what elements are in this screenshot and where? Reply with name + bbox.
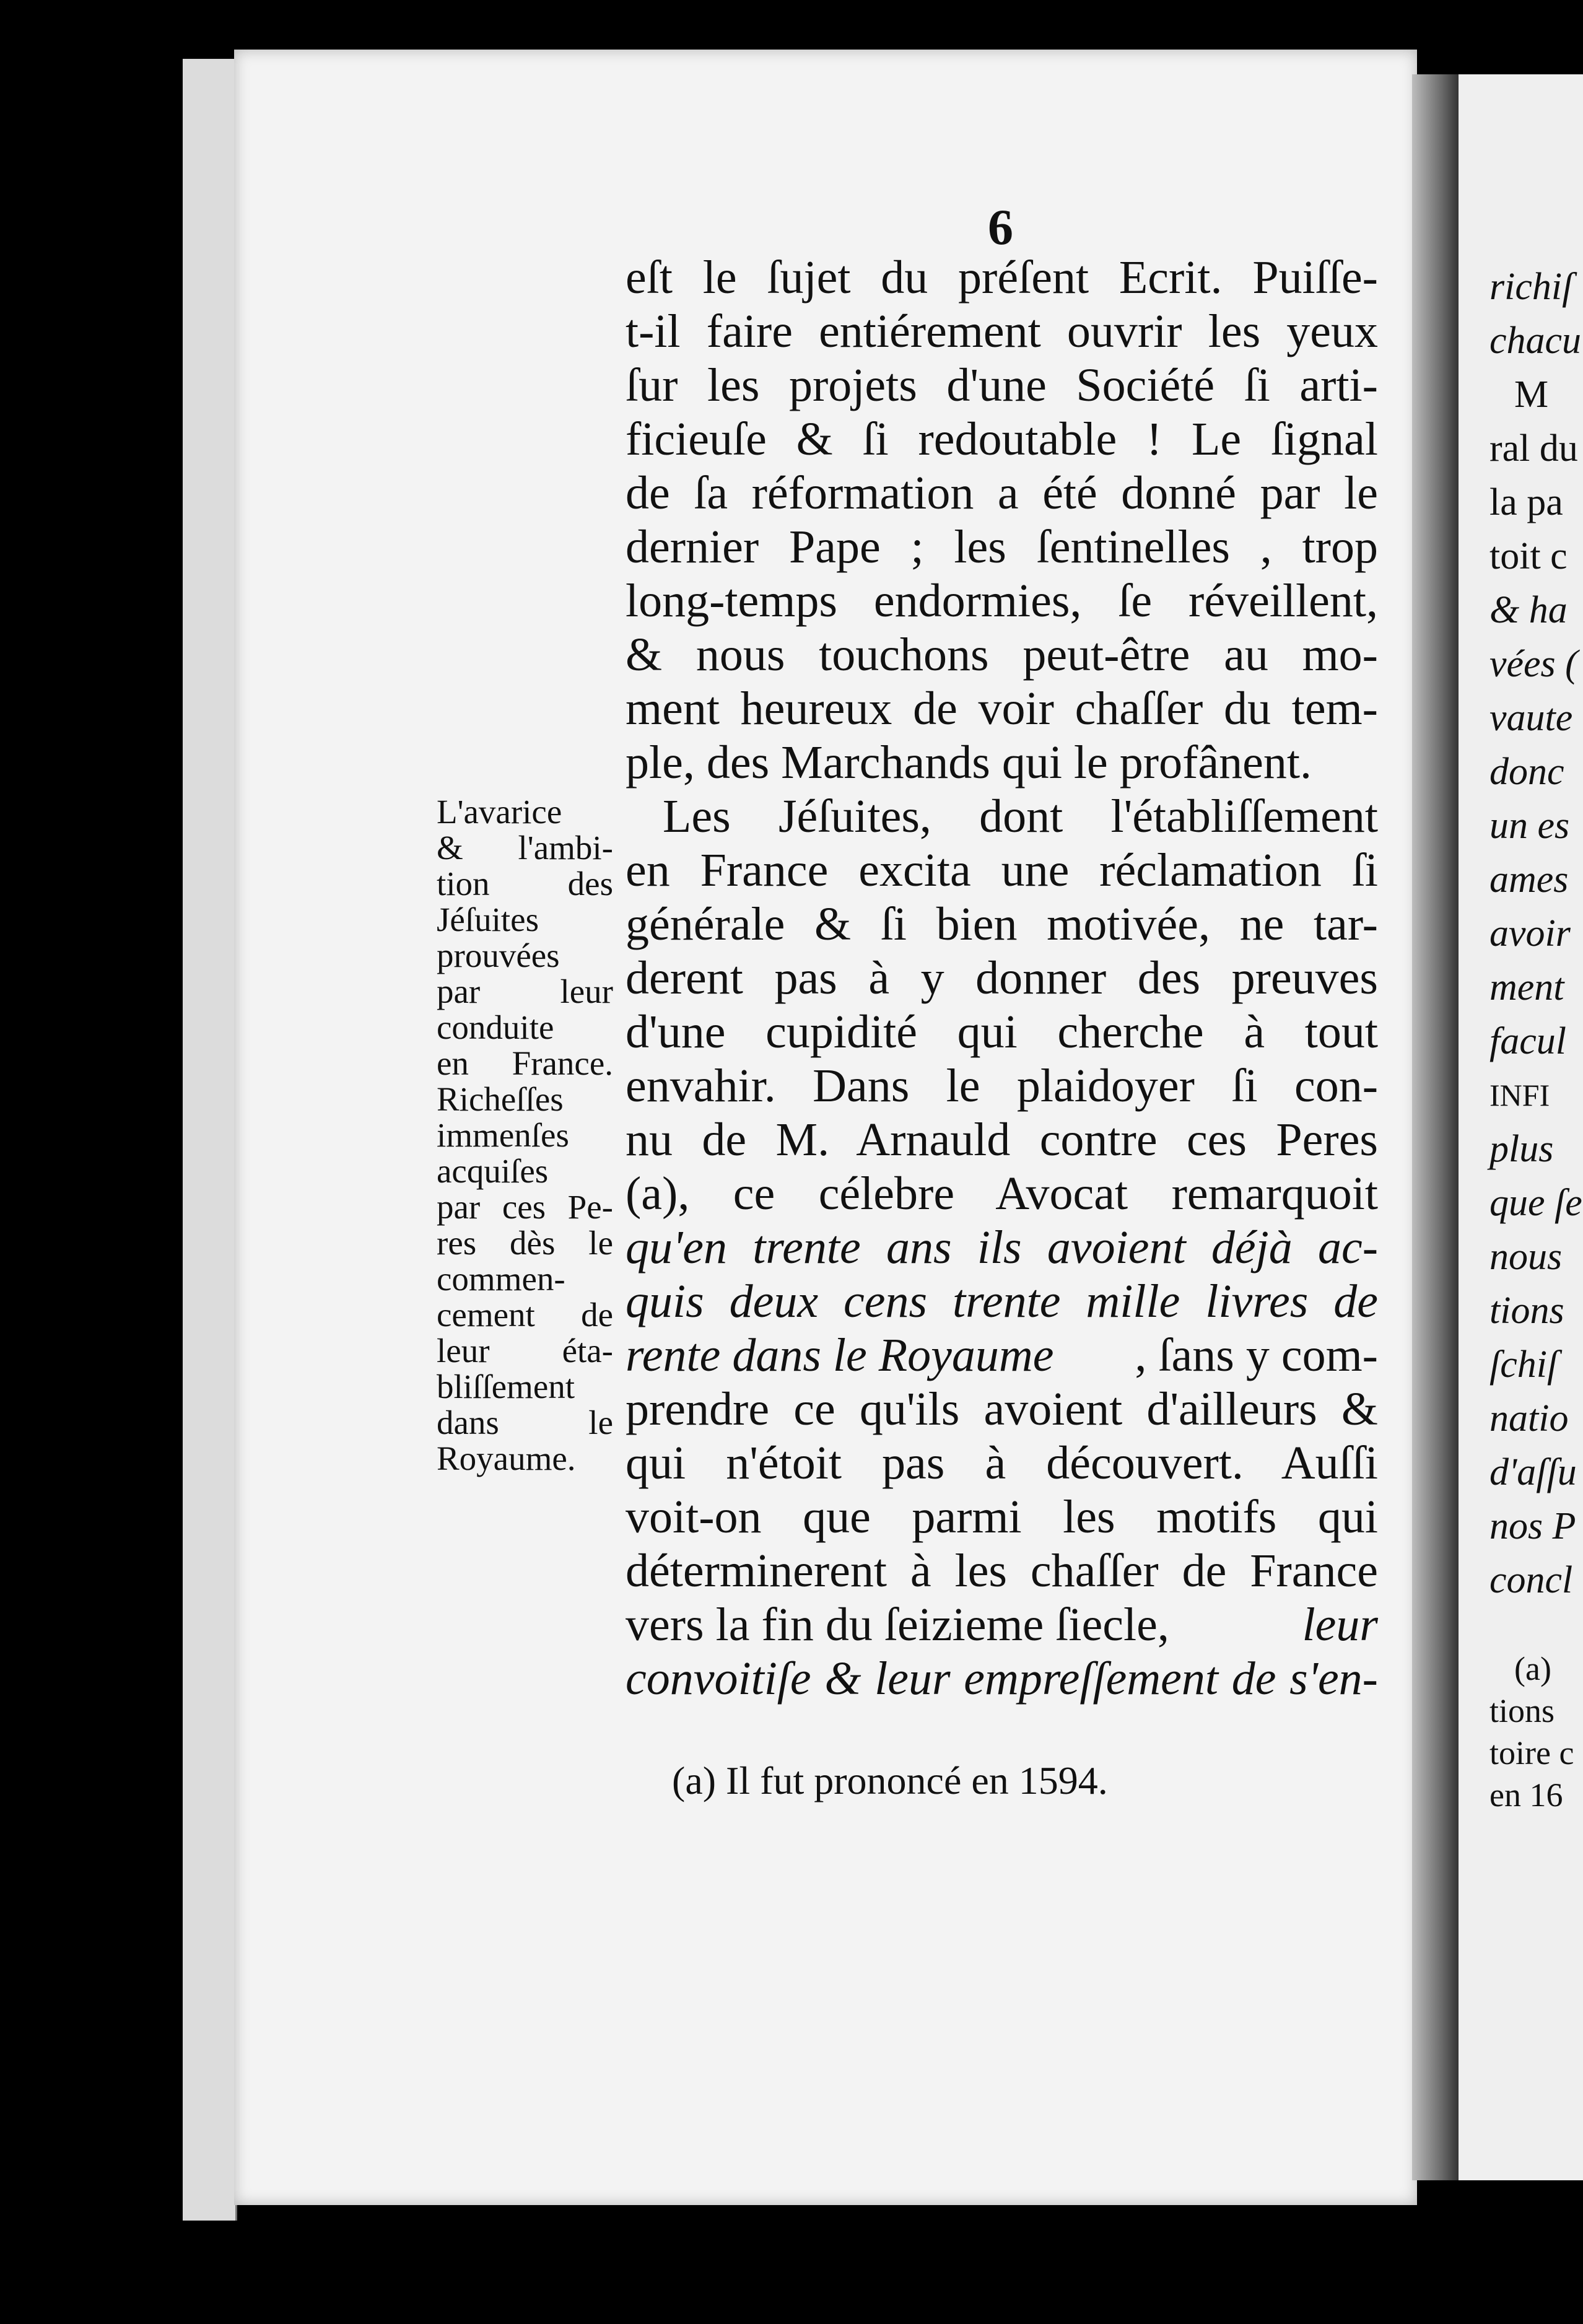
- margin-note-line: par ces Pe-: [437, 1188, 613, 1226]
- text-line: déterminerent à les chaſſer de France: [626, 1545, 1378, 1597]
- margin-note-line: Jéſuites: [437, 901, 539, 938]
- text-line: [626, 1329, 1378, 1383]
- facing-line: nos P: [1489, 1505, 1576, 1547]
- text-line: ficieuſe & ſi redoutable ! Le ſignal: [626, 413, 1378, 465]
- text-line: long-temps endormies, ſe réveillent,: [626, 575, 1378, 627]
- facing-line: facul: [1489, 1020, 1566, 1062]
- text-line: prendre ce qu'ils avoient d'ailleurs &: [626, 1383, 1378, 1435]
- margin-note-line: cement de: [437, 1296, 613, 1334]
- body-text: [626, 251, 1378, 1706]
- margin-note-line: & l'ambi-: [437, 829, 613, 867]
- facing-line: vées (: [1489, 643, 1578, 685]
- margin-note-line: par leur: [437, 972, 613, 1010]
- margin-note-line: conduite: [437, 1008, 554, 1046]
- text-line-italic: qu'en trente ans ils avoient déjà ac-: [626, 1221, 1378, 1273]
- facing-line: INFI: [1489, 1078, 1550, 1112]
- previous-page-edge: [183, 59, 237, 2221]
- margin-note-line: Royaume.: [437, 1439, 576, 1477]
- margin-note-line: immenſes: [437, 1116, 569, 1154]
- text-line: ment heureux de voir chaſſer du tem-: [626, 683, 1378, 735]
- margin-note-line: commen-: [437, 1260, 565, 1298]
- facing-line: concl: [1489, 1559, 1573, 1601]
- text-line: eſt le ſujet du préſent Ecrit. Puiſſe-: [626, 251, 1378, 304]
- facing-line: la pa: [1489, 481, 1563, 523]
- facing-page-text: [1459, 260, 1583, 1607]
- facing-line: richiſ: [1489, 266, 1573, 308]
- text-line: [626, 1598, 1378, 1652]
- facing-footnote: [1489, 1648, 1574, 1816]
- margin-note-line: res dès le: [437, 1224, 613, 1262]
- text-line: ſur les projets d'une Société ſi arti-: [626, 359, 1378, 411]
- margin-note-line: bliſſement: [437, 1368, 575, 1405]
- margin-note-line: L'avarice: [437, 793, 562, 831]
- margin-note-line: tion des: [437, 865, 613, 902]
- text-line: qui n'étoit pas à découvert. Auſſi: [626, 1437, 1378, 1489]
- text-line-italic: convoitiſe & leur empreſſement de s'en-: [626, 1653, 1378, 1705]
- facing-footnote-line: tions: [1489, 1692, 1555, 1729]
- page-number: 6: [988, 199, 1013, 255]
- facing-line: ſchiſ: [1489, 1343, 1558, 1386]
- facing-line: chacu: [1489, 320, 1582, 362]
- text-line: en France excita une réclamation ſi: [626, 844, 1378, 896]
- facing-line: d'aſſu: [1489, 1451, 1577, 1493]
- facing-line: vaute: [1489, 697, 1573, 739]
- italic-segment: leur: [1302, 1599, 1378, 1651]
- text-line: t-il faire entiérement ouvrir les yeux: [626, 305, 1378, 357]
- text-line: envahir. Dans le plaidoyer ſi con-: [626, 1060, 1378, 1112]
- roman-segment: vers la fin du ſeizieme ſiecle,: [626, 1599, 1169, 1651]
- facing-line: tions: [1489, 1290, 1564, 1332]
- facing-footnote-line: toire c: [1489, 1734, 1574, 1771]
- text-line: voit-on que parmi les motifs qui: [626, 1491, 1378, 1543]
- facing-footnote-line: (a): [1514, 1650, 1551, 1687]
- italic-segment: rente dans le Royaume: [626, 1329, 1054, 1381]
- facing-line: ames: [1489, 858, 1569, 901]
- facing-line: donc: [1489, 751, 1564, 793]
- roman-segment: , ſans y com-: [1135, 1329, 1378, 1381]
- facing-line: ral du: [1489, 427, 1578, 470]
- text-line: ple, des Marchands qui le profânent.: [626, 736, 1312, 788]
- facing-line: avoir: [1489, 912, 1571, 954]
- text-line: dernier Pape ; les ſentinelles , trop: [626, 521, 1378, 573]
- facing-line: toit c: [1489, 535, 1568, 577]
- facing-line: que ſe: [1489, 1182, 1582, 1224]
- text-line: & nous touchons peut-être au mo-: [626, 629, 1378, 681]
- facing-line: nous: [1489, 1236, 1563, 1278]
- margin-note-line: prouvées: [437, 937, 560, 974]
- book-gutter: [1412, 74, 1462, 2180]
- text-line: Les Jéſuites, dont l'établiſſement: [663, 790, 1378, 842]
- footnote: (a) Il fut prononcé en 1594.: [672, 1758, 1108, 1802]
- facing-footnote-line: en 16: [1489, 1776, 1563, 1814]
- facing-line: M: [1514, 374, 1549, 416]
- text-line-italic: quis deux cens trente mille livres de: [626, 1275, 1378, 1327]
- text-line: (a), ce célebre Avocat remarquoit: [626, 1168, 1378, 1220]
- text-line: générale & ſi bien motivée, ne tar-: [626, 898, 1378, 950]
- margin-note-line: en France.: [437, 1044, 613, 1082]
- text-line: nu de M. Arnauld contre ces Peres: [626, 1114, 1378, 1166]
- text-line: de ſa réformation a été donné par le: [626, 467, 1378, 519]
- facing-line: plus: [1489, 1128, 1554, 1170]
- margin-note-line: leur éta-: [437, 1332, 613, 1370]
- margin-note: [437, 794, 613, 1477]
- facing-line: un es: [1489, 805, 1570, 847]
- margin-note-line: acquiſes: [437, 1152, 549, 1190]
- margin-note-line: dans le: [437, 1404, 613, 1441]
- facing-line: natio: [1489, 1397, 1569, 1439]
- text-line: derent pas à y donner des preuves: [626, 952, 1378, 1004]
- margin-note-line: Richeſſes: [437, 1080, 564, 1118]
- text-line: d'une cupidité qui cherche à tout: [626, 1006, 1378, 1058]
- facing-page: [1459, 74, 1583, 2180]
- facing-line: ment: [1489, 966, 1564, 1008]
- facing-line: & ha: [1489, 589, 1568, 631]
